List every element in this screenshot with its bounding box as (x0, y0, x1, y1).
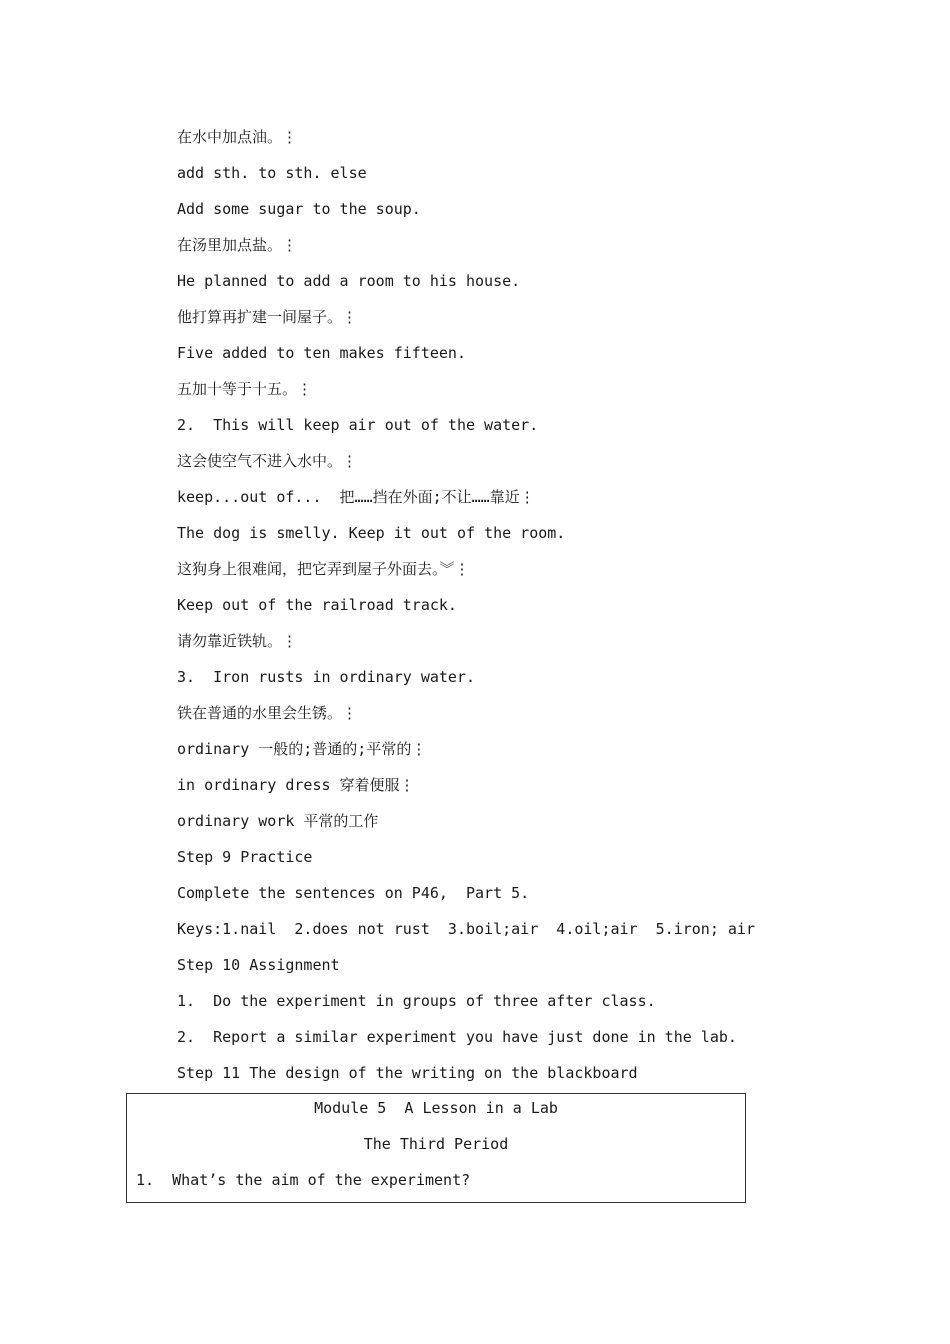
answer-keys: Keys:1.nail 2.does not rust 3.boil;air 4.oil;air 5.iron; air (177, 920, 755, 938)
step-heading: Step 11 The design of the writing on the blackboard (177, 1064, 638, 1082)
text-line: ordinary work 平常的工作 (177, 812, 379, 830)
blackboard-design-box (126, 1093, 746, 1203)
text-line: 2. This will keep air out of the water. (177, 416, 539, 434)
blackboard-title: Module 5 A Lesson in a Lab (314, 1099, 558, 1117)
text-line: Complete the sentences on P46, Part 5. (177, 884, 530, 902)
blackboard-item: 1. What’s the aim of the experiment? (136, 1171, 471, 1189)
text-line: 1. Do the experiment in groups of three after class. (177, 992, 656, 1010)
text-line: 3. Iron rusts in ordinary water. (177, 668, 476, 686)
text-line: 这狗身上很难闻，把它弄到屋子外面去。︾⋮ (177, 560, 470, 578)
lesson-text (177, 124, 877, 1096)
text-line: Keep out of the railroad track. (177, 596, 457, 614)
text-line: He planned to add a room to his house. (177, 272, 521, 290)
text-line: add sth. to sth. else (177, 164, 367, 182)
text-line: keep...out of... 把……挡在外面;不让……靠近⋮ (177, 488, 535, 506)
text-line: 在汤里加点盐。⋮ (177, 236, 298, 254)
text-line: Add some sugar to the soup. (177, 200, 421, 218)
text-line: 2. Report a similar experiment you have just done in the lab. (177, 1028, 737, 1046)
text-line: ordinary 一般的;普通的;平常的⋮ (177, 740, 427, 758)
step-heading: Step 10 Assignment (177, 956, 340, 974)
text-line: 在水中加点油。⋮ (177, 128, 298, 146)
step-heading: Step 9 Practice (177, 848, 313, 866)
text-line: The dog is smelly. Keep it out of the room. (177, 524, 566, 542)
blackboard-subtitle: The Third Period (363, 1135, 509, 1153)
text-line: 请勿靠近铁轨。⋮ (177, 632, 298, 650)
text-line: 这会使空气不进入水中。⋮ (177, 452, 358, 470)
text-line: in ordinary dress 穿着便服⋮ (177, 776, 415, 794)
text-line: Five added to ten makes fifteen. (177, 344, 466, 362)
text-line: 他打算再扩建一间屋子。⋮ (177, 308, 358, 326)
text-line: 铁在普通的水里会生锈。⋮ (177, 704, 358, 722)
text-line: 五加十等于十五。⋮ (177, 380, 313, 398)
